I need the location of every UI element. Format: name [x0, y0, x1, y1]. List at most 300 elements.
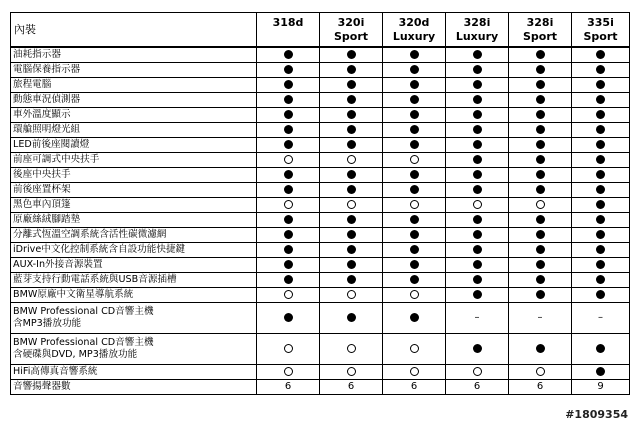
spec-cell: [446, 78, 509, 93]
filled-circle-icon: [536, 245, 545, 254]
filled-circle-icon: [536, 95, 545, 104]
spec-cell: [383, 213, 446, 228]
spec-cell: [257, 138, 320, 153]
spec-cell: [257, 258, 320, 273]
spec-cell: [446, 138, 509, 153]
spec-cell: [446, 334, 509, 365]
spec-cell: [383, 365, 446, 380]
empty-circle-icon: [347, 290, 356, 299]
spec-cell: [572, 63, 630, 78]
model-name: 335i: [587, 15, 614, 29]
feature-line: 藍芽支持行動電話系統與USB音源插槽: [13, 274, 177, 285]
empty-circle-icon: [284, 200, 293, 209]
spec-cell: [257, 78, 320, 93]
filled-circle-icon: [536, 155, 545, 164]
feature-name: [11, 288, 257, 303]
spec-cell: [572, 303, 630, 334]
filled-circle-icon: [536, 290, 545, 299]
filled-circle-icon: [284, 215, 293, 224]
feature-line: LED前後座閱讀燈: [13, 139, 90, 150]
spec-cell: [320, 93, 383, 108]
spec-cell: [320, 288, 383, 303]
filled-circle-icon: [284, 170, 293, 179]
model-header: [257, 13, 320, 48]
filled-circle-icon: [596, 230, 605, 239]
spec-cell: [572, 213, 630, 228]
spec-cell: [572, 198, 630, 213]
spec-cell: [509, 288, 572, 303]
filled-circle-icon: [284, 110, 293, 119]
spec-cell: [446, 108, 509, 123]
filled-circle-icon: [473, 185, 482, 194]
empty-circle-icon: [284, 344, 293, 353]
feature-name: [11, 258, 257, 273]
spec-cell: [320, 258, 383, 273]
spec-cell: [383, 168, 446, 183]
feature-line: 旅程電腦: [13, 79, 52, 90]
spec-cell: [446, 273, 509, 288]
spec-cell: [509, 365, 572, 380]
spec-cell: [446, 258, 509, 273]
table-row: [11, 108, 630, 123]
spec-cell: [509, 153, 572, 168]
dash-icon: –: [598, 312, 603, 323]
model-name: 320i: [337, 15, 365, 29]
dash-icon: –: [474, 312, 480, 323]
spec-cell: [509, 138, 572, 153]
spec-cell: [320, 168, 383, 183]
model-variant: Luxury: [392, 29, 436, 43]
spec-cell: [320, 303, 383, 334]
filled-circle-icon: [596, 50, 605, 59]
filled-circle-icon: [347, 185, 356, 194]
spec-cell: [509, 243, 572, 258]
speaker-count: 6: [347, 381, 355, 392]
feature-name: [11, 138, 257, 153]
model-header: [572, 13, 630, 48]
filled-circle-icon: [596, 344, 605, 353]
model-name: 328i: [463, 15, 491, 29]
spec-cell: [320, 243, 383, 258]
filled-circle-icon: [596, 140, 605, 149]
model-name: 320d: [398, 15, 430, 29]
filled-circle-icon: [596, 215, 605, 224]
empty-circle-icon: [473, 367, 482, 376]
empty-circle-icon: [284, 367, 293, 376]
filled-circle-icon: [596, 80, 605, 89]
empty-circle-icon: [347, 344, 356, 353]
filled-circle-icon: [410, 245, 419, 254]
feature-name: [11, 108, 257, 123]
filled-circle-icon: [410, 170, 419, 179]
spec-cell: [320, 380, 383, 395]
feature-line: 原廠絲絨腳踏墊: [13, 214, 81, 225]
spec-cell: [257, 153, 320, 168]
table-row: [11, 47, 630, 63]
spec-cell: [572, 273, 630, 288]
table-row: [11, 153, 630, 168]
feature-line: iDrive中文化控制系統含自設功能快捷鍵: [13, 244, 186, 255]
spec-cell: [509, 303, 572, 334]
filled-circle-icon: [596, 155, 605, 164]
filled-circle-icon: [284, 313, 293, 322]
spec-cell: [257, 303, 320, 334]
filled-circle-icon: [410, 313, 419, 322]
spec-cell: [320, 365, 383, 380]
filled-circle-icon: [284, 65, 293, 74]
speaker-count: 6: [536, 381, 544, 392]
spec-cell: [320, 228, 383, 243]
spec-cell: [509, 213, 572, 228]
feature-line: 含硬碟與DVD, MP3播放功能: [13, 349, 138, 360]
spec-cell: [383, 63, 446, 78]
filled-circle-icon: [473, 275, 482, 284]
spec-cell: [509, 168, 572, 183]
speaker-count: 6: [284, 381, 292, 392]
spec-cell: [383, 288, 446, 303]
filled-circle-icon: [473, 245, 482, 254]
filled-circle-icon: [536, 344, 545, 353]
spec-cell: [383, 78, 446, 93]
spec-cell: [509, 183, 572, 198]
feature-line: BMW Professional CD音響主機: [13, 337, 154, 348]
empty-circle-icon: [473, 200, 482, 209]
spec-cell: [257, 168, 320, 183]
filled-circle-icon: [596, 260, 605, 269]
filled-circle-icon: [284, 260, 293, 269]
feature-name: [11, 153, 257, 168]
model-variant: [257, 30, 319, 44]
table-row: [11, 138, 630, 153]
spec-cell: [383, 153, 446, 168]
filled-circle-icon: [473, 80, 482, 89]
model-header: [383, 13, 446, 48]
watermark-id: #1809354: [565, 408, 628, 421]
filled-circle-icon: [347, 170, 356, 179]
empty-circle-icon: [536, 200, 545, 209]
feature-name: [11, 365, 257, 380]
filled-circle-icon: [347, 275, 356, 284]
filled-circle-icon: [284, 80, 293, 89]
feature-name: [11, 93, 257, 108]
spec-cell: [509, 380, 572, 395]
table-header-row: [11, 13, 630, 48]
table-row: [11, 334, 630, 365]
model-header: [509, 13, 572, 48]
spec-cell: [572, 108, 630, 123]
filled-circle-icon: [473, 155, 482, 164]
spec-cell: [383, 108, 446, 123]
filled-circle-icon: [284, 50, 293, 59]
table-row: [11, 273, 630, 288]
filled-circle-icon: [347, 260, 356, 269]
filled-circle-icon: [596, 65, 605, 74]
feature-name: [11, 303, 257, 334]
table-row: [11, 78, 630, 93]
spec-cell: [257, 123, 320, 138]
spec-cell: [320, 78, 383, 93]
feature-name: [11, 198, 257, 213]
spec-cell: [320, 198, 383, 213]
empty-circle-icon: [410, 367, 419, 376]
filled-circle-icon: [410, 125, 419, 134]
table-row: [11, 228, 630, 243]
feature-name: [11, 63, 257, 78]
spec-cell: [257, 380, 320, 395]
spec-cell: [320, 334, 383, 365]
filled-circle-icon: [284, 140, 293, 149]
filled-circle-icon: [410, 275, 419, 284]
spec-cell: [383, 228, 446, 243]
model-variant: Sport: [333, 29, 369, 43]
filled-circle-icon: [284, 125, 293, 134]
feature-name: [11, 213, 257, 228]
filled-circle-icon: [347, 215, 356, 224]
filled-circle-icon: [284, 95, 293, 104]
filled-circle-icon: [284, 245, 293, 254]
feature-line: 動態車況偵測器: [13, 94, 81, 105]
feature-line: 前後座置杯架: [13, 184, 71, 195]
filled-circle-icon: [596, 290, 605, 299]
spec-cell: [383, 303, 446, 334]
spec-cell: [257, 365, 320, 380]
spec-cell: [572, 153, 630, 168]
spec-cell: [320, 183, 383, 198]
speaker-count: 9: [597, 381, 604, 392]
filled-circle-icon: [347, 125, 356, 134]
filled-circle-icon: [410, 260, 419, 269]
spec-cell: [446, 243, 509, 258]
spec-cell: [320, 213, 383, 228]
spec-cell: [320, 273, 383, 288]
filled-circle-icon: [347, 140, 356, 149]
filled-circle-icon: [596, 245, 605, 254]
filled-circle-icon: [410, 185, 419, 194]
empty-circle-icon: [284, 155, 293, 164]
filled-circle-icon: [536, 215, 545, 224]
spec-cell: [257, 213, 320, 228]
spec-cell: [572, 93, 630, 108]
model-header: [446, 13, 509, 48]
model-name: 318d: [272, 15, 304, 29]
filled-circle-icon: [596, 110, 605, 119]
filled-circle-icon: [536, 185, 545, 194]
filled-circle-icon: [410, 230, 419, 239]
spec-cell: [572, 168, 630, 183]
spec-cell: [572, 380, 630, 395]
filled-circle-icon: [536, 140, 545, 149]
feature-name: [11, 334, 257, 365]
filled-circle-icon: [473, 65, 482, 74]
spec-cell: [446, 380, 509, 395]
feature-name: [11, 78, 257, 93]
filled-circle-icon: [410, 215, 419, 224]
spec-cell: [257, 243, 320, 258]
spec-cell: [509, 228, 572, 243]
empty-circle-icon: [410, 155, 419, 164]
filled-circle-icon: [410, 50, 419, 59]
spec-cell: [383, 380, 446, 395]
spec-cell: [257, 93, 320, 108]
filled-circle-icon: [473, 140, 482, 149]
interior-spec-table: [10, 12, 630, 395]
filled-circle-icon: [596, 95, 605, 104]
spec-cell: [572, 258, 630, 273]
table-body: [11, 47, 630, 395]
spec-cell: [446, 228, 509, 243]
spec-cell: [257, 108, 320, 123]
spec-cell: [509, 198, 572, 213]
model-header: [320, 13, 383, 48]
spec-cell: [383, 198, 446, 213]
feature-name: [11, 123, 257, 138]
spec-cell: [383, 273, 446, 288]
filled-circle-icon: [284, 230, 293, 239]
feature-line: AUX-In外接音源裝置: [13, 259, 103, 270]
filled-circle-icon: [596, 200, 605, 209]
feature-name: [11, 183, 257, 198]
spec-cell: [383, 258, 446, 273]
filled-circle-icon: [596, 185, 605, 194]
filled-circle-icon: [347, 245, 356, 254]
model-variant: Sport: [522, 29, 558, 43]
spec-cell: [509, 47, 572, 63]
filled-circle-icon: [473, 215, 482, 224]
spec-cell: [446, 93, 509, 108]
table-row: [11, 380, 630, 395]
empty-circle-icon: [347, 155, 356, 164]
feature-line: 黑色車內頂篷: [13, 199, 71, 210]
table-row: [11, 168, 630, 183]
empty-circle-icon: [410, 200, 419, 209]
filled-circle-icon: [473, 170, 482, 179]
filled-circle-icon: [596, 125, 605, 134]
speaker-count: 6: [473, 381, 481, 392]
spec-cell: [446, 198, 509, 213]
spec-cell: [509, 93, 572, 108]
filled-circle-icon: [596, 170, 605, 179]
table-row: [11, 303, 630, 334]
spec-cell: [257, 288, 320, 303]
spec-cell: [320, 138, 383, 153]
spec-cell: [257, 183, 320, 198]
feature-name: [11, 273, 257, 288]
filled-circle-icon: [284, 185, 293, 194]
filled-circle-icon: [284, 275, 293, 284]
table-row: [11, 198, 630, 213]
spec-cell: [509, 258, 572, 273]
spec-cell: [257, 63, 320, 78]
feature-name: [11, 47, 257, 63]
filled-circle-icon: [473, 95, 482, 104]
filled-circle-icon: [410, 140, 419, 149]
feature-line: 後座中央扶手: [13, 169, 71, 180]
spec-cell: [383, 123, 446, 138]
section-title: 內裝: [11, 13, 257, 48]
filled-circle-icon: [536, 230, 545, 239]
spec-cell: [509, 273, 572, 288]
spec-cell: [257, 228, 320, 243]
filled-circle-icon: [410, 95, 419, 104]
spec-cell: [446, 213, 509, 228]
filled-circle-icon: [536, 80, 545, 89]
spec-cell: [572, 365, 630, 380]
spec-cell: [509, 108, 572, 123]
feature-line: BMW原廠中文衛星導航系統: [13, 289, 134, 300]
filled-circle-icon: [536, 65, 545, 74]
table-row: [11, 93, 630, 108]
spec-cell: [446, 183, 509, 198]
spec-cell: [320, 153, 383, 168]
table-row: [11, 243, 630, 258]
filled-circle-icon: [473, 230, 482, 239]
spec-cell: [572, 138, 630, 153]
filled-circle-icon: [536, 275, 545, 284]
spec-cell: [383, 183, 446, 198]
spec-cell: [446, 123, 509, 138]
spec-cell: [320, 63, 383, 78]
feature-line: BMW Professional CD音響主機: [13, 306, 154, 317]
spec-cell: [257, 198, 320, 213]
table-row: [11, 63, 630, 78]
table-row: [11, 365, 630, 380]
filled-circle-icon: [536, 50, 545, 59]
filled-circle-icon: [473, 50, 482, 59]
feature-name: [11, 380, 257, 395]
filled-circle-icon: [410, 65, 419, 74]
empty-circle-icon: [347, 200, 356, 209]
filled-circle-icon: [536, 170, 545, 179]
feature-name: [11, 243, 257, 258]
model-variant: Luxury: [455, 29, 499, 43]
empty-circle-icon: [410, 290, 419, 299]
feature-name: [11, 168, 257, 183]
table-row: [11, 288, 630, 303]
spec-cell: [446, 63, 509, 78]
filled-circle-icon: [596, 367, 605, 376]
filled-circle-icon: [536, 260, 545, 269]
spec-cell: [446, 288, 509, 303]
model-variant: Sport: [583, 29, 618, 43]
feature-line: 音響揚聲器數: [13, 381, 71, 392]
filled-circle-icon: [347, 110, 356, 119]
filled-circle-icon: [347, 80, 356, 89]
filled-circle-icon: [347, 50, 356, 59]
spec-cell: [509, 78, 572, 93]
filled-circle-icon: [347, 230, 356, 239]
spec-cell: [572, 183, 630, 198]
spec-cell: [509, 63, 572, 78]
filled-circle-icon: [410, 80, 419, 89]
spec-cell: [572, 78, 630, 93]
feature-line: HiFi高傳真音響系統: [13, 366, 98, 377]
spec-cell: [320, 123, 383, 138]
model-name: 328i: [526, 15, 554, 29]
filled-circle-icon: [473, 125, 482, 134]
spec-cell: [572, 123, 630, 138]
feature-name: [11, 228, 257, 243]
empty-circle-icon: [536, 367, 545, 376]
speaker-count: 6: [410, 381, 418, 392]
spec-cell: [572, 228, 630, 243]
empty-circle-icon: [284, 290, 293, 299]
table-row: [11, 258, 630, 273]
spec-cell: [572, 334, 630, 365]
filled-circle-icon: [473, 260, 482, 269]
spec-cell: [572, 288, 630, 303]
spec-cell: [446, 365, 509, 380]
spec-cell: [446, 153, 509, 168]
